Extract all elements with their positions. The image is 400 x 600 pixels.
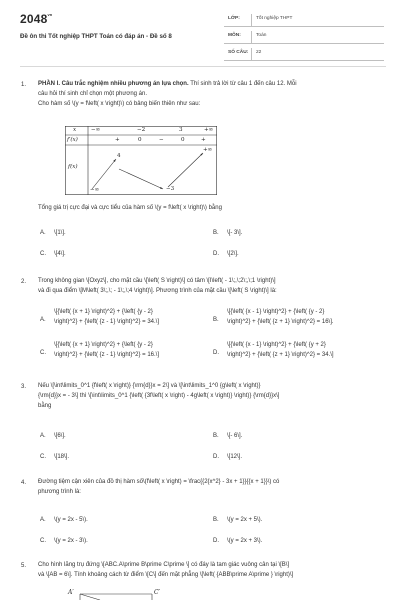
vt-x-value: −2: [137, 127, 146, 133]
question-number: 3.: [21, 384, 27, 390]
option-line: \[{\left( {x + 1} \right)^2} + {\left( {y - 2}: [54, 309, 153, 315]
option-text[interactable]: \[12\].: [227, 454, 243, 460]
option-letter[interactable]: D.: [213, 350, 219, 356]
prism-edges: [60, 588, 180, 600]
option-letter[interactable]: C.: [40, 251, 46, 257]
option-letter[interactable]: C.: [40, 454, 46, 460]
decreasing-arrow: [119, 169, 163, 189]
option-line: \[{\left( {x - 1} \right)^2} + {\left( {y + 2}: [227, 342, 326, 348]
vt-x-value: 3: [179, 127, 183, 133]
increasing-arrow-right: [168, 153, 203, 187]
option-line: \[{\left( {x + 1} \right)^2} + {\left( {y - 2}: [54, 342, 153, 348]
meta-value: 22: [256, 50, 262, 55]
header-divider: [20, 66, 386, 67]
increasing-arrow-left: [92, 159, 116, 189]
question-number: 2.: [21, 279, 27, 285]
question-4-text: [38, 477, 390, 497]
option-text[interactable]: \(y = 2x - 3\).: [54, 538, 88, 544]
section-heading: PHẦN I. Câu trắc nghiệm nhiều phương án lựa chọn.: [38, 81, 189, 87]
option-letter[interactable]: D.: [213, 454, 219, 460]
question-line: Cho hàm số \(y = f\left( x \right)\) có bảng biến thiên như sau:: [38, 101, 201, 107]
meta-key: LỚP:: [228, 16, 240, 21]
option-text[interactable]: \[- 6\].: [227, 433, 243, 439]
meta-value: Tốt nghiệp THPT: [256, 16, 293, 21]
vt-sign: −: [159, 137, 164, 143]
vertex-label-c-prime: C′: [154, 589, 160, 596]
option-line: \right)^2} + {\left( {z + 1} \right)^2} = 34.\]: [227, 352, 334, 358]
option-letter[interactable]: C.: [40, 538, 46, 544]
page-header: [0, 0, 400, 58]
vt-x-value: +∞: [204, 127, 214, 133]
meta-separator: [251, 31, 252, 43]
option-text[interactable]: [54, 340, 204, 360]
meta-key: MÔN:: [228, 33, 241, 38]
option-text[interactable]: \(y = 2x - 5\).: [54, 517, 88, 523]
option-text[interactable]: [227, 307, 387, 327]
option-text[interactable]: \[6\].: [54, 433, 66, 439]
vt-f-right: +∞: [203, 147, 213, 153]
question-line: Trong không gian \[Oxyz\], cho mặt cầu \[\left( S \right)\] có tâm \[I\left( - 1\;,\;2\;,\;1 \right)\]: [38, 278, 276, 284]
logo-suffix: vn: [47, 12, 53, 17]
question-3-text: [38, 381, 390, 411]
option-line: \[{\left( {x - 1} \right)^2} + {\left( {y - 2}: [227, 309, 325, 315]
option-text[interactable]: \[1\].: [54, 230, 66, 236]
meta-value: Toán: [256, 33, 267, 38]
vt-fprime-label: f′(x): [67, 137, 78, 143]
question-line: {\rm{d}}x = - 3\] thì \[\int\limits_0^1 {\left( {3f\left( x \right) - 4g\left( x \right)} \right)} {\rm{d}}x\]: [38, 393, 280, 399]
option-text[interactable]: \[- 3\].: [227, 230, 243, 236]
option-letter[interactable]: D.: [213, 251, 219, 257]
vt-f-left: −∞: [90, 187, 100, 193]
option-letter[interactable]: A.: [40, 517, 46, 523]
question-number: 5.: [21, 563, 27, 569]
question-1-prompt: Tổng giá trị cực đại và cực tiểu của hàm số \(y = f\left( x \right)\) bằng: [38, 205, 222, 211]
option-text[interactable]: \(y = 2x + 5\).: [227, 517, 263, 523]
meta-row-count: [224, 48, 384, 61]
option-letter[interactable]: B.: [213, 517, 219, 523]
exam-title: Đề ôn thi Tốt nghiệp THPT Toán có đáp án - Đề số 8: [20, 33, 172, 40]
question-line: và đi qua điểm \[M\left( 3\;,\; - 1\;,\;4 \right)\]. Phương trình của mặt cầu \[\left( S \right)\] là:: [38, 288, 277, 294]
vt-sign: 0: [181, 137, 185, 143]
option-letter[interactable]: A.: [40, 433, 46, 439]
meta-row-class: [224, 14, 384, 27]
option-letter[interactable]: A.: [40, 317, 46, 323]
vt-f-max: 4: [117, 153, 121, 159]
option-letter[interactable]: B.: [213, 317, 219, 323]
logo-main: 2048: [20, 12, 48, 26]
vt-f-min: −3: [166, 186, 175, 192]
question-line: Đường tiệm cận xiên của đồ thị hàm số\(f\left( x \right) = \frac{{2{x^2} - 3x + 1}}{{x + 1}}\) có: [38, 479, 280, 485]
question-line: bằng: [38, 403, 52, 409]
question-number: 1.: [21, 82, 27, 88]
option-letter[interactable]: A.: [40, 230, 46, 236]
option-text[interactable]: \(y = 2x + 3\).: [227, 538, 263, 544]
question-line: Cho hình lăng trụ đứng \[ABC.A\prime B\prime C\prime \] có đáy là tam giác vuông cân tại \[B\]: [38, 562, 290, 568]
option-letter[interactable]: C.: [40, 350, 46, 356]
option-letter[interactable]: B.: [213, 230, 219, 236]
exam-meta: [224, 14, 384, 61]
vt-sign: 0: [138, 137, 142, 143]
question-2-text: [38, 276, 390, 296]
option-line: \right)^2} + {\left( {z - 1} \right)^2} = 34.\]: [54, 319, 160, 325]
meta-row-subject: [224, 31, 384, 44]
option-text[interactable]: \[2\].: [227, 251, 239, 257]
question-line: Thí sinh trả lời từ câu 1 đến câu 12. Mỗi: [188, 81, 297, 87]
option-letter[interactable]: D.: [213, 538, 219, 544]
meta-separator: [251, 48, 252, 60]
meta-key: SỐ CÂU:: [228, 50, 249, 55]
question-line: câu hỏi thí sinh chỉ chọn một phương án.: [38, 91, 148, 97]
vt-sign: +: [115, 137, 120, 143]
vt-sign: +: [201, 137, 206, 143]
question-1-text: [38, 79, 388, 109]
prism-figure: [60, 588, 180, 600]
option-line: \right)^2} + {\left( {z - 1} \right)^2} = 16.\]: [54, 352, 160, 358]
vt-x-label: x: [73, 127, 77, 133]
vertex-label-a-prime: A′: [68, 589, 74, 596]
option-text[interactable]: [227, 340, 387, 360]
vt-x-value: −∞: [91, 127, 101, 133]
question-5-text: [38, 560, 390, 580]
question-line: và \[AB = 6\]. Tính khoảng cách từ điểm \[C\] đến mặt phẳng \[\left( {ABB\prime A\prime } \right)\]: [38, 572, 294, 578]
option-line: \right)^2} + {\left( {z + 1} \right)^2} = 16\].: [227, 319, 334, 325]
question-line: phương trình là:: [38, 489, 81, 495]
question-line: Nếu \[\int\limits_0^1 {f\left( x \right)} {\rm{d}}x = 2\] và \[\int\limits_1^0 {g\left( x \right)}: [38, 383, 261, 389]
option-text[interactable]: \[4\].: [54, 251, 66, 257]
option-letter[interactable]: B.: [213, 433, 219, 439]
vt-f-label: f(x): [68, 164, 78, 170]
variation-table: [65, 126, 217, 195]
site-logo[interactable]: [20, 12, 52, 26]
option-text[interactable]: \[18\].: [54, 454, 70, 460]
option-text[interactable]: [54, 307, 204, 327]
meta-separator: [251, 14, 252, 26]
question-number: 4.: [21, 480, 27, 486]
